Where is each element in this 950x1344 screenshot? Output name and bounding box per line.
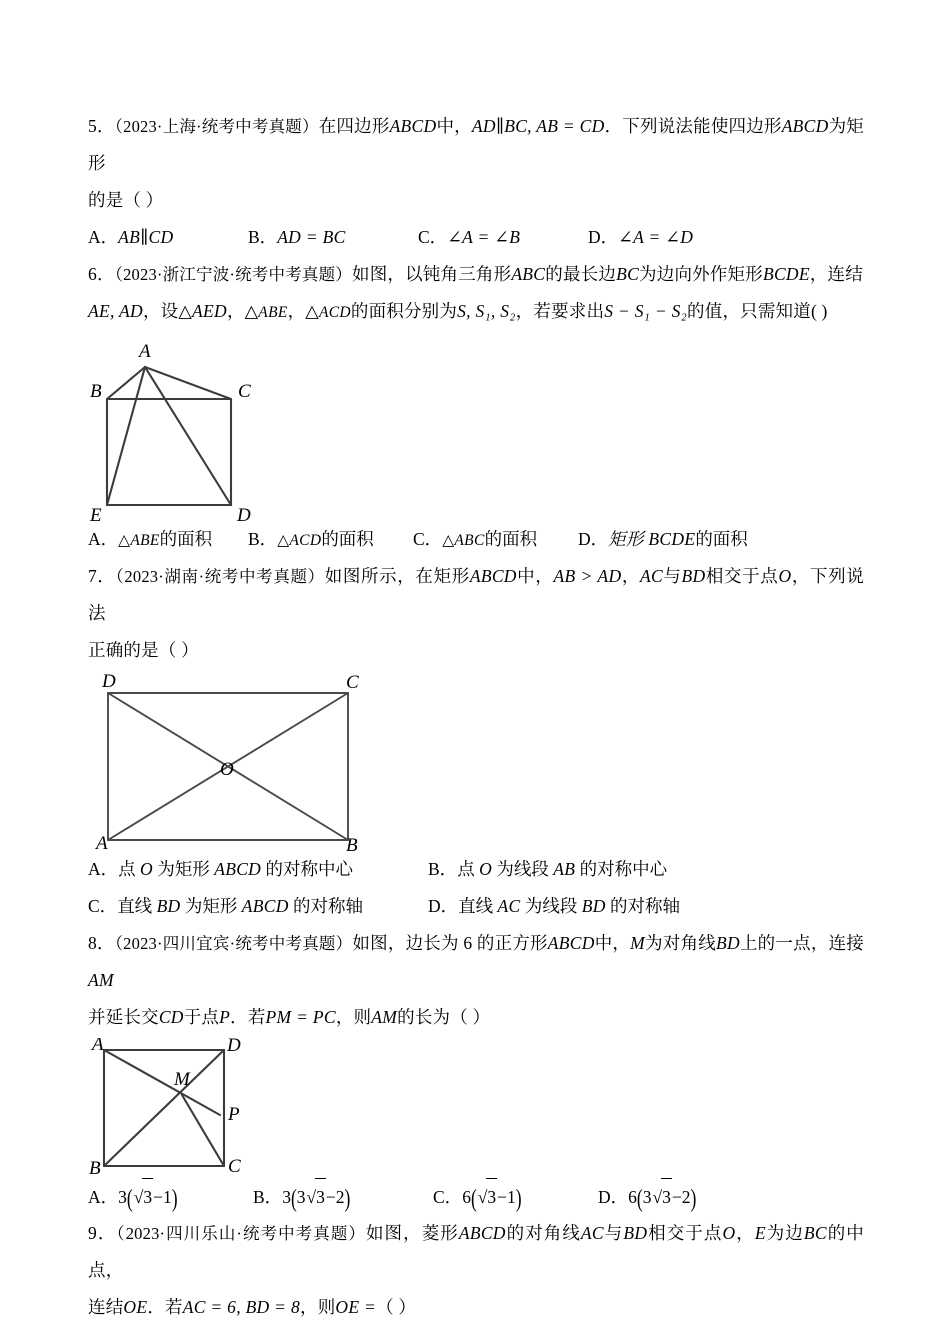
question-9-text-10: ，则 <box>300 1297 336 1317</box>
question-9-text-3: 与 <box>603 1223 624 1243</box>
question-7-stem-line2: 正确的是（ ） <box>88 640 199 660</box>
question-8-option-b-tail: −2 <box>325 1187 345 1207</box>
question-7-var-ac: AC <box>639 566 663 586</box>
question-7-option-d-m1: AC <box>497 896 521 916</box>
question-9-text-9: ．若 <box>147 1297 183 1317</box>
question-6-option-c-label: C． <box>413 529 443 549</box>
question-9-text-7: 的中点， <box>88 1223 865 1280</box>
question-5-option-b-math: AD = BC <box>277 227 346 247</box>
question-9-math-given: AC = 6, BD = 8 <box>182 1297 301 1317</box>
segment-AE <box>107 367 145 505</box>
question-8-figure <box>88 1038 864 1178</box>
question-8-text-9: 的长为（ ） <box>397 1007 491 1027</box>
question-6-option-b-math: △ACD <box>277 532 322 549</box>
question-8-math-pm-pc: PM = PC <box>265 1007 336 1027</box>
question-8-option-b-radicand: 3 <box>315 1178 326 1216</box>
question-8-var-bd: BD <box>715 933 740 953</box>
figure-label-B: B <box>346 835 358 851</box>
question-6-var-bcde: BCDE <box>762 264 810 284</box>
question-7-options-row2 <box>88 888 864 925</box>
question-5-number: 5 <box>88 116 97 136</box>
figure-label-P: P <box>228 1104 240 1125</box>
question-8-option-c-radicand: 3 <box>486 1178 497 1216</box>
question-9-text-6: 为边 <box>765 1223 804 1243</box>
question-8-option-d-coef: 6 <box>628 1187 637 1207</box>
segment-AP <box>104 1050 220 1115</box>
question-8-options <box>88 1178 864 1215</box>
question-5-option-a-math: AB∥CD <box>118 227 174 247</box>
question-8-option-d-label: D． <box>598 1187 629 1207</box>
question-5-option-c-label: C． <box>418 227 448 247</box>
question-6-option-b[interactable] <box>248 521 374 559</box>
question-6-figure <box>88 335 864 521</box>
segment-AB <box>107 367 145 399</box>
question-5-option-b[interactable] <box>248 219 346 256</box>
question-7-option-a-m1: O <box>140 859 153 879</box>
question-9-text-11: （ ） <box>376 1297 417 1317</box>
question-7-var-bd: BD <box>681 566 706 586</box>
question-9-text-8: 连结 <box>88 1297 124 1317</box>
question-6-text-6: ，△ <box>226 301 259 321</box>
figure-label-D: D <box>227 1038 241 1056</box>
question-7-option-b-text3: 的对称中心 <box>575 859 668 879</box>
question-7-text-4: 与 <box>662 566 682 586</box>
question-7-option-b[interactable] <box>428 851 667 888</box>
question-7-option-a-text2: 为矩形 <box>152 859 215 879</box>
question-6-var-ae-ad: AE, AD <box>88 301 143 321</box>
question-8-option-c[interactable]: C．6(√3−1) <box>433 1178 522 1217</box>
question-6-option-a-suffix: 的面积 <box>159 529 213 549</box>
question-8-text-6: 于点 <box>183 1007 220 1027</box>
question-5-stem-text-2: 中， <box>436 116 472 136</box>
question-6-text-8: 的面积分别为 <box>350 301 458 321</box>
question-7-var-o: O <box>778 566 792 586</box>
question-8-text-5: 并延长交 <box>88 1007 159 1027</box>
question-6-var-acd: ACD <box>318 304 351 321</box>
question-6-var-abe: ABE <box>258 304 288 321</box>
question-7-option-a-label: A． <box>88 859 119 879</box>
question-6-var-aed: AED <box>192 301 227 321</box>
question-7-option-c-text3: 的对称轴 <box>288 896 364 916</box>
question-6-option-c[interactable] <box>413 521 537 559</box>
question-7-option-d-text3: 的对称轴 <box>605 896 681 916</box>
question-6-number: 6 <box>88 264 97 284</box>
question-7-option-d-text2: 为线段 <box>520 896 582 916</box>
question-7-option-c-label: C． <box>88 896 118 916</box>
question-8-option-a[interactable]: A．3(√3−1) <box>88 1178 178 1217</box>
question-8-text-1: 如图，边长为 6 的正方形 <box>352 933 548 953</box>
question-6-text-7: ，△ <box>287 301 319 321</box>
figure-label-C: C <box>238 381 251 402</box>
question-7-text-6: ，下列说法 <box>88 566 864 623</box>
question-6-text-3: 为边向外作矩形 <box>639 264 763 284</box>
question-7-option-b-text2: 为线段 <box>492 859 554 879</box>
question-9-var-e: E <box>754 1223 766 1243</box>
question-7-options-row1 <box>88 851 864 888</box>
question-8-var-cd: CD <box>158 1007 184 1027</box>
question-7-option-c-text2: 为矩形 <box>180 896 242 916</box>
question-7-figure-svg <box>88 671 408 851</box>
question-5-option-d[interactable] <box>588 219 693 256</box>
question-6-option-b-suffix: 的面积 <box>321 529 374 549</box>
question-8-option-d[interactable]: D．6(3√3−2) <box>598 1178 696 1217</box>
question-9-text-2: 的对角线 <box>505 1223 581 1243</box>
question-6-options <box>88 521 864 558</box>
question-9-var-bc: BC <box>803 1223 827 1243</box>
figure-label-O: O <box>220 759 234 780</box>
question-7-math-ineq: AB > AD <box>553 566 622 586</box>
question-6-var-abc: ABC <box>511 264 546 284</box>
question-6-text-2: 的最长边 <box>545 264 617 284</box>
question-8-option-d-inner-coef: 3 <box>642 1187 652 1207</box>
question-9-text-4: 相交于点 <box>647 1223 723 1243</box>
question-8-stem-line1: 8．（2023·四川宜宾·统考中考真题）如图，边长为 6 的正方形ABCD中，M为对角线BD上的一点，连接AM <box>88 933 864 990</box>
question-7-option-b-m1: O <box>479 859 493 879</box>
question-6-option-b-label: B． <box>248 529 278 549</box>
figure-label-A: A <box>139 341 151 362</box>
question-6-option-c-suffix: 的面积 <box>484 529 538 549</box>
question-7-option-a-m2: ABCD <box>214 859 262 879</box>
question-6-text-9: ，若要求出 <box>515 301 605 321</box>
question-8-option-c-label: C． <box>433 1187 463 1207</box>
question-7-stem-line1: 7．（2023·湖南·统考中考真题）如图所示，在矩形ABCD中，AB > AD，AC与BD相交于点O，下列说法 <box>88 566 864 623</box>
question-8-var-am-2: AM <box>371 1007 398 1027</box>
question-6-option-d-math: 矩形 BCDE <box>608 529 696 549</box>
question-7-option-d-m2: BD <box>581 896 606 916</box>
question-8-option-a-label: A． <box>88 1187 119 1207</box>
question-8-option-b-inner-coef: 3 <box>296 1187 306 1207</box>
question-8-text-2: 中， <box>594 933 631 953</box>
question-7-option-d-text1: 直线 <box>458 896 498 916</box>
question-7-text-2: 中， <box>516 566 554 586</box>
question-7-option-c-text1: 直线 <box>117 896 157 916</box>
question-5-stem-line2: 的是（ ） <box>88 190 164 210</box>
figure-label-B: B <box>90 381 102 402</box>
question-5-option-b-label: B． <box>248 227 278 247</box>
question-5-stem-text-3: ．下列说法能使四边形 <box>604 116 782 136</box>
figure-label-E: E <box>90 505 102 521</box>
question-6-areas: S, S₁, S₂ <box>457 301 516 321</box>
question-8-option-c-coef: 6 <box>462 1187 471 1207</box>
question-8-option-c-tail: −1 <box>497 1187 516 1207</box>
question-9-text-5: ， <box>735 1223 755 1243</box>
question-7-option-c[interactable] <box>88 888 363 925</box>
question-7-option-a-text3: 的对称中心 <box>261 859 353 879</box>
question-5-option-c-math: ∠A = ∠B <box>447 227 521 247</box>
question-6-stem-line2 <box>88 293 864 331</box>
question-8-option-a-coef: 3 <box>118 1187 127 1207</box>
question-8-option-b[interactable]: B．3(3√3−2) <box>253 1178 350 1217</box>
question-9-var-oe: OE <box>123 1297 148 1317</box>
question-9-text-1: 如图，菱形 <box>365 1223 459 1243</box>
question-8-figure-svg <box>88 1038 388 1178</box>
question-9-stem-line2 <box>88 1289 864 1326</box>
question-7-option-a[interactable] <box>88 851 353 888</box>
question-5-option-c[interactable] <box>418 219 520 256</box>
question-7-option-d-label: D． <box>428 896 459 916</box>
question-6-text-1: 如图，以钝角三角形 <box>352 264 512 284</box>
question-8-option-b-label: B． <box>253 1187 283 1207</box>
question-5-source: （2023·上海·统考中考真题） <box>114 117 319 136</box>
question-6-option-a-math: △ABE <box>118 532 160 549</box>
figure-label-B: B <box>89 1158 101 1178</box>
question-5-option-d-label: D． <box>588 227 619 247</box>
question-7-option-d[interactable] <box>428 888 680 925</box>
question-6-source: （2023·浙江宁波·统考中考真题） <box>114 265 352 284</box>
question-8-number: 8 <box>88 933 97 953</box>
question-8-var-p: P <box>219 1007 231 1027</box>
question-7-var-abcd: ABCD <box>469 566 517 586</box>
figure-label-C: C <box>346 672 359 693</box>
question-5-stem-text-1: 在四边形 <box>318 116 390 136</box>
question-8-var-abcd: ABCD <box>547 933 595 953</box>
question-8-text-7: ．若 <box>230 1007 266 1027</box>
question-7-option-b-m2: AB <box>553 859 576 879</box>
question-6-var-bc: BC <box>616 264 640 284</box>
question-9-source: （2023·四川乐山·统考中考真题） <box>116 1224 366 1243</box>
question-5-stem-text-4: 为矩形 <box>88 116 864 173</box>
question-7-option-b-text1: 点 <box>457 859 480 879</box>
question-9-var-ac: AC <box>580 1223 604 1243</box>
question-7-option-b-label: B． <box>428 859 458 879</box>
question-8-option-b-coef: 3 <box>282 1187 291 1207</box>
figure-label-D: D <box>102 671 116 692</box>
question-9-stem-line1: 9．（2023·四川乐山·统考中考真题）如图，菱形ABCD的对角线AC与BD相交于点O，E为边BC的中点， <box>88 1223 865 1280</box>
segment-AD <box>145 367 231 505</box>
question-7-text-3: ， <box>621 566 640 586</box>
question-9-var-abcd: ABCD <box>458 1223 506 1243</box>
question-7-number: 7 <box>88 566 97 586</box>
question-6-option-d-suffix: 的面积 <box>695 529 748 549</box>
question-8-option-a-tail: −1 <box>153 1187 172 1207</box>
question-6-text-10: 的值，只需知道( ) <box>687 301 828 321</box>
question-8-var-am: AM <box>88 970 114 990</box>
question-8-var-m: M <box>630 933 646 953</box>
question-6-option-c-math: △ABC <box>442 532 485 549</box>
question-6-expression: S − S₁ − S₂ <box>604 301 688 321</box>
question-7-option-c-m1: BD <box>156 896 181 916</box>
question-6-option-a[interactable] <box>88 521 212 559</box>
figure-label-M: M <box>174 1069 190 1090</box>
segment-AC <box>145 367 231 399</box>
question-6-figure-svg <box>88 335 388 521</box>
worksheet-content <box>88 108 864 1326</box>
figure-label-A: A <box>92 1038 104 1055</box>
question-5-var-abcd-2: ABCD <box>781 116 829 136</box>
question-7-option-a-text1: 点 <box>118 859 141 879</box>
question-6-text-4: ，连结 <box>809 264 863 284</box>
question-5-math-condition: AD∥BC, AB = CD <box>471 116 605 136</box>
question-8-option-a-radicand: 3 <box>142 1178 153 1216</box>
question-7-figure <box>88 671 864 851</box>
question-6-option-d-label: D． <box>578 529 609 549</box>
question-8-text-3: 为对角线 <box>645 933 716 953</box>
question-7-source: （2023·湖南·统考中考真题） <box>115 567 325 586</box>
question-8-option-d-radicand: 3 <box>661 1178 672 1216</box>
question-8-stem-line2 <box>88 999 864 1036</box>
question-6-option-a-label: A． <box>88 529 119 549</box>
question-6-option-d[interactable] <box>578 521 748 558</box>
question-7-option-c-m2: ABCD <box>241 896 289 916</box>
figure-label-A: A <box>96 833 108 851</box>
question-7-text-5: 相交于点 <box>705 566 779 586</box>
question-5-options <box>88 219 864 256</box>
figure-label-D: D <box>237 505 251 521</box>
question-6-stem-line1: 6．（2023·浙江宁波·统考中考真题）如图，以钝角三角形ABC的最长边BC为边向外作矩形BCDE，连结 <box>88 264 863 284</box>
question-8-option-d-tail: −2 <box>671 1187 691 1207</box>
question-9-math-oe: OE = <box>335 1297 377 1317</box>
question-5-option-d-math: ∠A = ∠D <box>618 227 694 247</box>
question-6-text-5: ，设△ <box>142 301 193 321</box>
question-5-option-a[interactable] <box>88 219 173 256</box>
question-8-source: （2023·四川宜宾·统考中考真题） <box>114 934 353 953</box>
question-8-text-8: ，则 <box>335 1007 372 1027</box>
question-5-var-abcd-1: ABCD <box>389 116 437 136</box>
question-9-var-o: O <box>722 1223 736 1243</box>
question-9-var-bd: BD <box>623 1223 648 1243</box>
question-8-text-4: 上的一点，连接 <box>739 933 864 953</box>
question-7-text-1: 如图所示，在矩形 <box>324 566 470 586</box>
question-5-stem: 5．（2023·上海·统考中考真题）在四边形ABCD中，AD∥BC, AB = CD．下列说法能使四边形ABCD为矩形 <box>88 116 864 173</box>
question-5-option-a-label: A． <box>88 227 119 247</box>
figure-label-C: C <box>228 1156 241 1177</box>
question-9-number: 9 <box>88 1223 97 1243</box>
